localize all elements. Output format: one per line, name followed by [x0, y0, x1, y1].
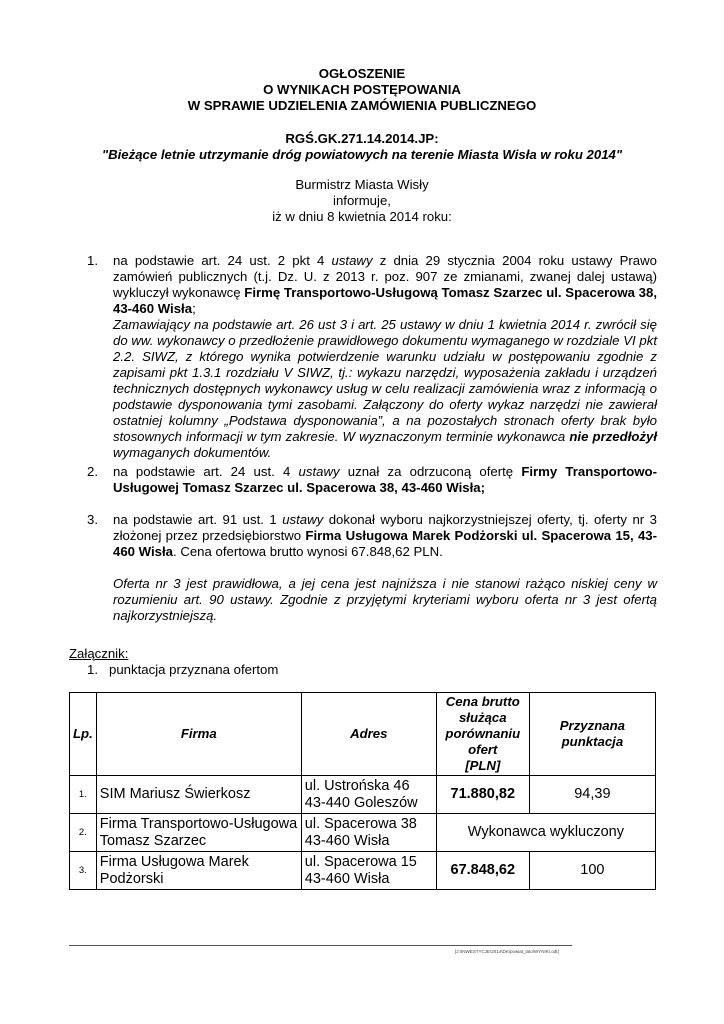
footer-file-path: [J:\INWESTYCJE\2014\DK\powiat_lato\WYNIKI.odt]: [455, 949, 559, 954]
item-paragraph: [113, 464, 657, 496]
item-justification: Oferta nr 3 jest prawidłowa, a jej cena jest najniższa i nie stanowi rażąco niskiej ceny w rozumieniu art. 90 ustawy. Zgodnie z przyjętymi kryteriami wyboru oferta nr 3 jest ofertą najkorzystniejszą.: [113, 576, 657, 623]
header-address: Adres: [301, 693, 436, 776]
cell-firm: SIM Mariusz Świerkosz: [96, 776, 301, 814]
text-run: ustawy: [298, 464, 340, 479]
emphasis: nie przedłożył: [569, 429, 658, 444]
header-price: [436, 693, 529, 776]
address-line: 43-460 Wisła: [304, 832, 390, 849]
issuer-line-2: informuje,: [333, 193, 391, 208]
text-run: na podstawie art. 24 ust. 2 pkt 4: [113, 253, 332, 268]
cell-firm: [96, 814, 301, 852]
cell-price: 67.848,62: [436, 852, 529, 890]
item-justification: [113, 317, 657, 461]
address-line: ul. Spacerowa 15: [304, 853, 417, 870]
text-run: dokonał wyboru najkorzystniejszej oferty, tj. oferty nr 3 złożonej przez przedsiębiorstwo: [113, 512, 657, 543]
scoring-table: [69, 692, 656, 890]
header-score-line: Przyznana: [559, 718, 625, 733]
header-price-line: służąca: [458, 710, 507, 725]
firm-line: Tomasz Szarzec: [99, 832, 207, 849]
footer-divider: [69, 945, 572, 946]
table-row: [70, 852, 656, 890]
contractor-name: Firmę Transportowo-Usługową Tomasz Szarzec ul. Spacerowa 38, 43-460 Wisła: [113, 285, 657, 316]
item-paragraph: [113, 253, 657, 317]
issuer-line-3: iż w dniu 8 kwietnia 2014 roku:: [272, 209, 452, 224]
reference-subject: "Bieżące letnie utrzymanie dróg powiatowych na terenie Miasta Wisła w roku 2014": [101, 147, 623, 162]
annex-block: [69, 646, 278, 678]
table-row: [70, 814, 656, 852]
cell-address: [301, 776, 436, 814]
cell-lp: 1.: [70, 776, 97, 814]
item-number: 3.: [87, 512, 98, 527]
decision-item-3: [87, 512, 657, 624]
cell-score: 94,39: [529, 776, 655, 814]
header-price-line: [PLN]: [465, 758, 501, 773]
decision-item-2: [87, 464, 657, 496]
cell-address: [301, 814, 436, 852]
contractor-name: Firma Usługowa Marek Podżorski ul. Spacerowa 15, 43-460 Wisła: [113, 528, 658, 559]
cell-excluded: Wykonawca wykluczony: [436, 814, 655, 852]
cell-price: 71.880,82: [436, 776, 529, 814]
address-line: ul. Spacerowa 38: [304, 815, 417, 832]
header-price-line: porównaniu: [445, 726, 521, 741]
header-score-line: punktacja: [561, 734, 624, 749]
header-score: [529, 693, 655, 776]
table-row: [70, 776, 656, 814]
text-run: na podstawie art. 91 ust. 1: [113, 512, 283, 527]
header-line-3: W SPRAWIE UDZIELENIA ZAMÓWIENIA PUBLICZNEGO: [187, 98, 537, 113]
text-run: na podstawie art. 24 ust. 4: [113, 464, 299, 479]
cell-address: [301, 852, 436, 890]
address-line: 43-440 Goleszów: [304, 794, 418, 811]
text-run: Zamawiający na podstawie art. 26 ust 3 i art. 25 ustawy w dniu 1 kwietnia 2014 r. zwrócił się do ww. wykonawcy o przedłożenie prawidłowego dokumentu wymaganego w rozdziale VI pkt 2.2. SIWZ, z którego wynika potwierdzenie warunku udziału w postępowaniu zgodnie z zapisami pkt 1.3.1 rozdziału V SIWZ, tj.: wykazu narzędzi, wyposażenia zakładu i urządzeń technicznych dostępnych wykonawcy usług w celu realizacji zamówienia wraz z informacją o podstawie dysponowania tymi zasobami. Załączony do oferty wykaz narzędzi nie zawierał ostatniej kolumny „Podstawa dysponowania”, a na pozostałych stronach oferty brak było stosownych informacji w tym zakresie. W wyznaczonym terminie wykonawca: [113, 317, 657, 444]
cell-lp: 3.: [70, 852, 97, 890]
firm-line: Podżorski: [99, 870, 164, 887]
decision-item-1: [87, 253, 657, 461]
text-run: ustawy: [331, 253, 373, 268]
item-number: 1.: [87, 253, 98, 268]
cell-firm: [96, 852, 301, 890]
issuer-line-1: Burmistrz Miasta Wisły: [295, 177, 429, 192]
contractor-name: Firmy Transportowo-Usługowej Tomasz Szarzec ul. Spacerowa 38, 43-460 Wisła;: [113, 464, 657, 495]
header-lp: Lp.: [70, 693, 97, 776]
annex-item: [69, 662, 278, 678]
item-paragraph: [113, 512, 657, 560]
reference-block: [0, 131, 724, 163]
cell-score: 100: [529, 852, 655, 890]
text-run: ustawy: [282, 512, 324, 527]
item-number: 2.: [87, 464, 98, 479]
firm-line: Firma Usługowa Marek: [99, 853, 249, 870]
annex-item-text: punktacja przyznana ofertom: [109, 662, 279, 677]
annex-label: Załącznik:: [69, 646, 129, 661]
cell-lp: 2.: [70, 814, 97, 852]
header-firm: Firma: [96, 693, 301, 776]
text-run: wymaganych dokumentów.: [113, 445, 272, 460]
text-run: . Cena ofertowa brutto wynosi 67.848,62 PLN.: [173, 544, 443, 559]
announcement-header: [0, 66, 724, 114]
address-line: ul. Ustrońska 46: [304, 777, 410, 794]
text-run: uznał za odrzuconą ofertę: [339, 464, 522, 479]
reference-code: RGŚ.GK.271.14.2014.JP:: [285, 131, 439, 146]
issuer-block: [0, 177, 724, 225]
header-price-line: Cena brutto: [445, 694, 520, 709]
text-run: z dnia 29 stycznia 2004 roku ustawy Prawo zamówień publicznych (t.j. Dz. U. z 2013 r. poz. 907 ze zmianami, zwanej dalej ustawą) wykluczył wykonawcę: [113, 253, 657, 300]
text-run: ;: [192, 301, 196, 316]
table-header-row: [70, 693, 656, 776]
annex-item-number: 1.: [87, 662, 98, 677]
address-line: 43-460 Wisła: [304, 870, 390, 887]
header-line-2: O WYNIKACH POSTĘPOWANIA: [263, 82, 461, 97]
firm-line: Firma Transportowo-Usługowa: [99, 815, 298, 832]
header-line-1: OGŁOSZENIE: [318, 66, 406, 81]
header-price-line: ofert: [468, 742, 498, 757]
